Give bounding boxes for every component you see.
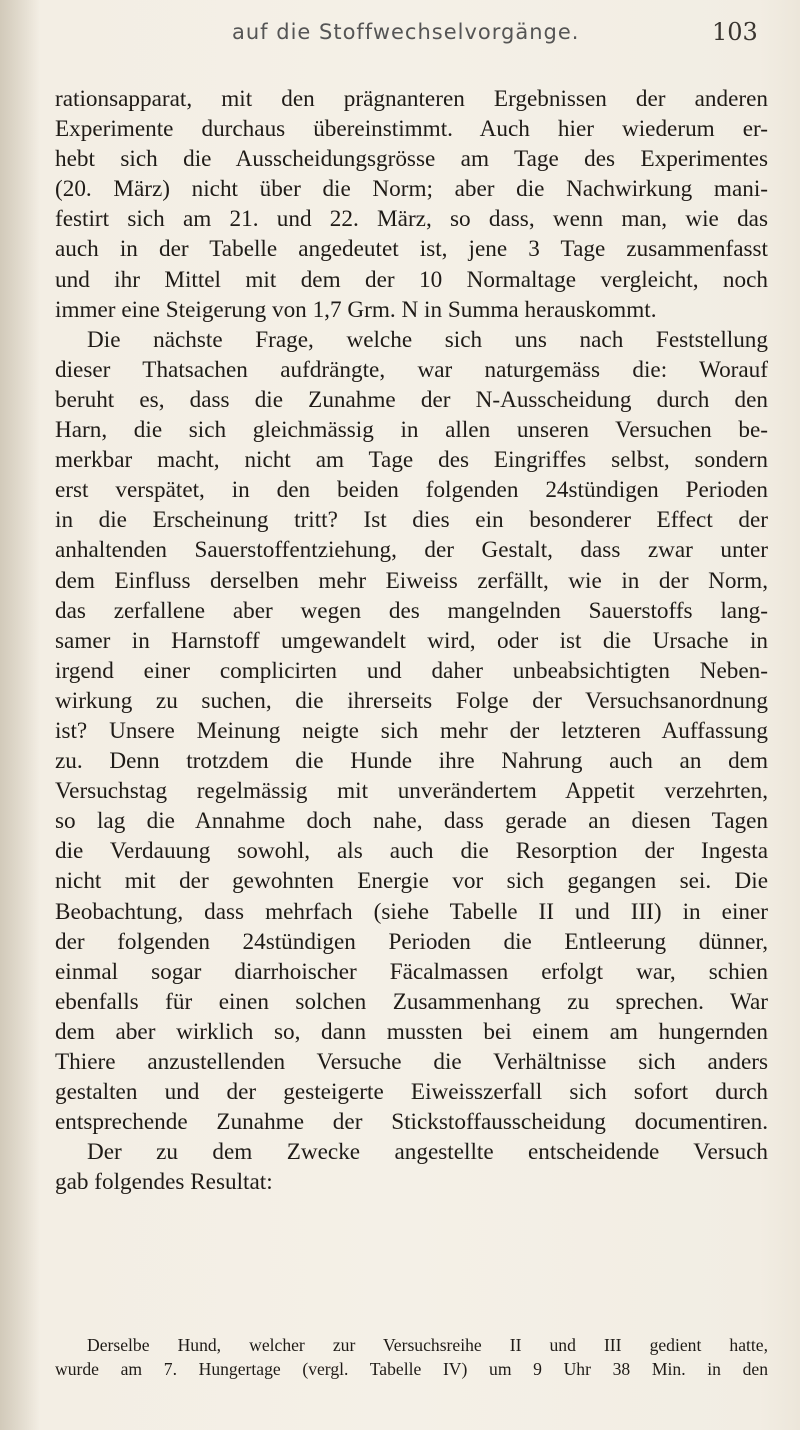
text-line: gab folgendes Resultat:: [55, 1169, 273, 1196]
text-line: dem aber wirklich so, dann mussten bei einem am hungernden: [55, 1018, 768, 1045]
text-line: merkbar macht, nicht am Tage des Eingriffes selbst, sondern: [55, 447, 768, 474]
text-line: wurde am 7. Hungertage (vergl. Tabelle IV) um 9 Uhr 38 Min. in den: [55, 1359, 768, 1379]
page-gutter-shadow: [0, 0, 40, 1430]
text-line: einmal sogar diarrhoischer Fäcalmassen erfolgt war, schien: [55, 958, 768, 985]
running-head: auf die Stoffwechselvorgänge.: [232, 20, 580, 44]
text-line: entsprechende Zunahme der Stickstoffausscheidung documentiren.: [55, 1109, 768, 1136]
text-line: die Verdauung sowohl, als auch die Resorption der Ingesta: [55, 838, 768, 865]
text-line: Derselbe Hund, welcher zur Versuchsreihe II und III gedient hatte,: [87, 1335, 768, 1355]
text-line: dieser Thatsachen aufdrängte, war naturgemäss die: Worauf: [55, 356, 768, 383]
text-line: Beobachtung, dass mehrfach (siehe Tabelle II und III) in einer: [55, 898, 768, 925]
text-line: auch in der Tabelle angedeutet ist, jene 3 Tage zusammenfasst: [55, 236, 768, 263]
text-line: Die nächste Frage, welche sich uns nach Feststellung: [87, 326, 768, 353]
text-line: dem Einfluss derselben mehr Eiweiss zerfällt, wie in der Norm,: [55, 567, 768, 594]
text-line: Der zu dem Zwecke angestellte entscheidende Versuch: [87, 1139, 768, 1166]
text-line: Versuchstag regelmässig mit unverändertem Appetit verzehrten,: [55, 778, 768, 805]
text-line: (20. März) nicht über die Norm; aber die Nachwirkung mani-: [55, 176, 768, 203]
text-line: ebenfalls für einen solchen Zusammenhang zu sprechen. War: [55, 988, 768, 1015]
text-line: immer eine Steigerung von 1,7 Grm. N in Summa herauskommt.: [55, 296, 657, 323]
text-line: wirkung zu suchen, die ihrerseits Folge der Versuchsanordnung: [55, 687, 768, 714]
text-line: das zerfallene aber wegen des mangelnden Sauerstoffs lang-: [55, 597, 768, 624]
text-line: rationsapparat, mit den prägnanteren Ergebnissen der anderen: [55, 86, 768, 112]
footnote: [55, 1333, 768, 1381]
text-line: samer in Harnstoff umgewandelt wird, oder ist die Ursache in: [55, 627, 768, 654]
text-line: beruht es, dass die Zunahme der N-Ausscheidung durch den: [55, 386, 768, 413]
text-line: zu. Denn trotzdem die Hunde ihre Nahrung auch an dem: [55, 748, 768, 775]
text-line: hebt sich die Ausscheidungsgrösse am Tage des Experimentes: [55, 146, 768, 173]
text-line: in die Erscheinung tritt? Ist dies ein besonderer Effect der: [55, 507, 768, 534]
text-line: Thiere anzustellenden Versuche die Verhältnisse sich anders: [55, 1049, 768, 1075]
text-line: der folgenden 24stündigen Perioden die Entleerung dünner,: [55, 928, 768, 955]
text-line: Experimente durchaus übereinstimmt. Auch hier wiederum er-: [55, 116, 768, 143]
text-line: anhaltenden Sauerstoffentziehung, der Gestalt, dass zwar unter: [55, 537, 768, 564]
page-header: [0, 14, 800, 54]
text-line: festirt sich am 21. und 22. März, so dass, wenn man, wie das: [55, 206, 768, 233]
page-number: 103: [712, 18, 758, 46]
text-line: Harn, die sich gleichmässig in allen unseren Versuchen be-: [55, 417, 768, 444]
text-line: so lag die Annahme doch nahe, dass gerade an diesen Tagen: [55, 808, 768, 835]
text-line: nicht mit der gewohnten Energie vor sich gegangen sei. Die: [55, 868, 768, 895]
text-line: ist? Unsere Meinung neigte sich mehr der letzteren Auffassung: [55, 717, 768, 744]
text-line: gestalten und der gesteigerte Eiweisszerfall sich sofort durch: [55, 1079, 768, 1106]
body-text: [55, 84, 768, 1197]
text-line: und ihr Mittel mit dem der 10 Normaltage vergleicht, noch: [55, 266, 768, 293]
text-line: erst verspätet, in den beiden folgenden 24stündigen Perioden: [55, 477, 768, 504]
text-line: irgend einer complicirten und daher unbeabsichtigten Neben-: [55, 657, 768, 684]
